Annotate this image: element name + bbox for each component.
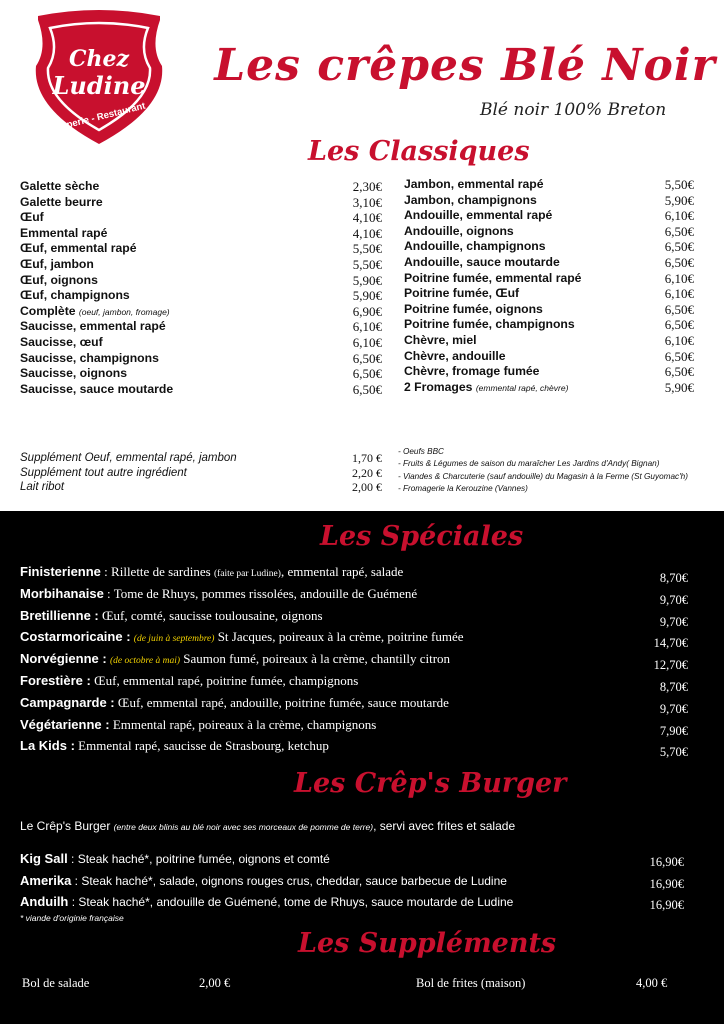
special-separator: : bbox=[100, 564, 112, 579]
menu-item-label bbox=[404, 193, 537, 209]
menu-item-label bbox=[404, 224, 514, 240]
menu-item-label bbox=[404, 239, 546, 255]
special-name: Morbihanaise bbox=[20, 585, 104, 601]
special-description-note: (faite par Ludine) bbox=[213, 569, 281, 579]
special-price: 14,70€ bbox=[653, 636, 688, 651]
speciales-title: Les Spéciales bbox=[320, 521, 524, 552]
sources-list bbox=[398, 446, 688, 495]
special-name: Norvégienne : bbox=[20, 651, 107, 667]
logo bbox=[24, 8, 174, 148]
menu-item-name: Jambon, champignons bbox=[404, 192, 537, 207]
burger-intro-start: Le Crêp's Burger bbox=[20, 819, 114, 833]
menu-item-label bbox=[20, 273, 98, 289]
menu-item bbox=[404, 302, 694, 318]
supplement-name: Lait ribot bbox=[20, 481, 65, 493]
menu-item-price: 6,50€ bbox=[664, 254, 694, 270]
special-item bbox=[20, 650, 688, 672]
menu-item-price: 2,30€ bbox=[352, 179, 382, 194]
menu-item-name: Saucisse, œuf bbox=[20, 334, 103, 349]
menu-item bbox=[404, 239, 694, 255]
menu-item bbox=[20, 273, 382, 289]
menu-item bbox=[404, 271, 694, 287]
page-title: Les crêpes Blé Noir bbox=[214, 40, 716, 91]
classiques-left-column bbox=[20, 179, 382, 397]
menu-item bbox=[20, 366, 382, 382]
menu-item bbox=[404, 255, 694, 271]
menu-item-label bbox=[20, 210, 44, 226]
special-name: Finisterienne bbox=[20, 564, 101, 579]
menu-item-label bbox=[20, 195, 103, 211]
menu-item-price: 6,50€ bbox=[664, 348, 694, 364]
special-price: 9,70€ bbox=[659, 701, 688, 716]
menu-item-price: 5,90€ bbox=[664, 192, 694, 208]
menu-item-price: 6,10€ bbox=[664, 270, 694, 286]
menu-item bbox=[20, 382, 382, 398]
fries-bowl-price: 4,00 € bbox=[636, 976, 668, 990]
special-season: (de octobre à mai) bbox=[109, 656, 181, 667]
source-item: - Fromagerie la Kerouzine (Vannes) bbox=[398, 483, 528, 493]
menu-item bbox=[20, 304, 382, 320]
menu-item bbox=[404, 208, 694, 224]
menu-item-name: Poitrine fumée, emmental rapé bbox=[404, 270, 582, 285]
special-name: Bretillienne : bbox=[20, 607, 99, 623]
menu-item-price: 6,50€ bbox=[664, 239, 694, 255]
menu-item-label bbox=[404, 286, 519, 302]
menu-item-price: 6,10€ bbox=[664, 286, 694, 302]
burger-list bbox=[20, 851, 684, 916]
burger-item bbox=[20, 851, 684, 873]
burger-name: Anduilh bbox=[20, 894, 69, 909]
menu-item-label bbox=[20, 382, 173, 398]
special-price: 8,70€ bbox=[659, 679, 688, 694]
menu-item-price: 5,50€ bbox=[352, 256, 382, 272]
menu-item-label bbox=[20, 335, 103, 351]
menu-item-price: 6,50€ bbox=[352, 366, 382, 382]
supplement-item bbox=[20, 480, 382, 495]
menu-item-name: Jambon, emmental rapé bbox=[404, 177, 544, 191]
special-description: Rillette de sardines bbox=[111, 564, 214, 579]
special-name: La Kids : bbox=[20, 738, 75, 754]
menu-item bbox=[20, 335, 382, 351]
special-item bbox=[20, 563, 688, 585]
menu-item-label bbox=[404, 208, 552, 224]
special-name: Costarmoricaine : bbox=[20, 629, 131, 645]
menu-item-label bbox=[20, 226, 107, 242]
menu-item-price: 4,10€ bbox=[352, 225, 382, 241]
special-item bbox=[20, 672, 688, 694]
burger-name: Amerika bbox=[20, 872, 72, 888]
special-price: 9,70€ bbox=[659, 614, 688, 629]
salad-bowl-price: 2,00 € bbox=[199, 976, 231, 990]
special-name: Végétarienne : bbox=[20, 716, 110, 732]
special-price: 9,70€ bbox=[659, 592, 688, 607]
menu-item-name: 2 Fromages bbox=[404, 379, 473, 394]
menu-item-price: 5,90€ bbox=[352, 288, 382, 304]
special-name: Campagnarde : bbox=[20, 694, 115, 710]
menu-item-name: Galette beurre bbox=[20, 194, 103, 209]
classiques-title: Les Classiques bbox=[308, 136, 530, 167]
menu-item-name: Saucisse, emmental rapé bbox=[20, 319, 166, 334]
menu-item-label bbox=[404, 317, 575, 333]
menu-item-name: Andouille, champignons bbox=[404, 239, 546, 254]
menu-item bbox=[20, 195, 382, 211]
menu-item-label bbox=[404, 271, 581, 287]
menu-item-name: Andouille, oignons bbox=[404, 223, 514, 238]
logo-line2: Ludine bbox=[52, 71, 146, 100]
menu-item-name: Œuf, champignons bbox=[20, 288, 130, 303]
menu-item-label bbox=[20, 319, 166, 335]
menu-item-label bbox=[404, 333, 476, 349]
speciales-list bbox=[20, 563, 688, 759]
special-season: (de juin à septembre) bbox=[133, 634, 215, 645]
supplement-price: 2,20 € bbox=[352, 465, 382, 480]
menu-item-name: Œuf, jambon bbox=[20, 256, 94, 271]
supplement-name: Supplément Oeuf, emmental rapé, jambon bbox=[20, 452, 237, 464]
special-name: Forestière : bbox=[20, 672, 91, 688]
menu-item-name: Œuf, oignons bbox=[20, 272, 98, 287]
menu-item-name: Chèvre, andouille bbox=[404, 348, 506, 363]
classiques-right-column bbox=[404, 177, 694, 395]
menu-item-label bbox=[404, 302, 543, 318]
menu-item-price: 6,10€ bbox=[352, 319, 382, 335]
supplement-item bbox=[20, 466, 382, 481]
menu-item-price: 6,50€ bbox=[352, 350, 382, 366]
burger-intro bbox=[20, 819, 515, 833]
menu-item-name: Œuf, emmental rapé bbox=[20, 241, 137, 256]
burger-description: : Steak haché*, salade, oignons rouges crus, cheddar, sauce barbecue de Ludine bbox=[71, 873, 507, 888]
burger-intro-end: , servi avec frites et salade bbox=[373, 819, 516, 833]
special-item bbox=[20, 694, 688, 716]
special-description-end: , emmental rapé, salade bbox=[280, 564, 404, 579]
menu-item-name: Saucisse, oignons bbox=[20, 366, 128, 381]
menu-item-label bbox=[20, 304, 170, 320]
menu-item-label bbox=[404, 255, 560, 271]
menu-item-price: 6,50€ bbox=[664, 317, 694, 333]
menu-item-name: Poitrine fumée, oignons bbox=[404, 301, 543, 316]
menu-item-label bbox=[20, 288, 130, 304]
burger-name: Kig Sall bbox=[20, 851, 68, 866]
menu-item-name: Œuf bbox=[20, 210, 44, 225]
special-item bbox=[20, 607, 688, 629]
menu-item-label bbox=[20, 179, 99, 195]
menu-item-label bbox=[20, 257, 94, 273]
logo-tagline: Crêperie - Restaurant bbox=[50, 100, 147, 135]
menu-item bbox=[20, 319, 382, 335]
menu-item bbox=[404, 333, 694, 349]
special-price: 7,90€ bbox=[659, 723, 688, 738]
page-subtitle: Blé noir 100% Breton bbox=[480, 100, 667, 120]
burger-description: : Steak haché*, andouille de Guémené, tome de Rhuys, sauce moutarde de Ludine bbox=[68, 895, 514, 909]
menu-item-name: Saucisse, champignons bbox=[20, 350, 159, 365]
supplements-title: Les Suppléments bbox=[298, 928, 557, 959]
menu-item bbox=[20, 241, 382, 257]
menu-item-label bbox=[20, 366, 127, 382]
menu-item-name: Poitrine fumée, Œuf bbox=[404, 286, 520, 301]
menu-item-price: 6,50€ bbox=[664, 223, 694, 239]
menu-item-name: Andouille, sauce moutarde bbox=[404, 254, 560, 269]
source-item: - Oeufs BBC bbox=[398, 447, 444, 456]
menu-item-note: (emmental rapé, chèvre) bbox=[475, 382, 569, 393]
burger-description: : Steak haché*, poitrine fumée, oignons et comté bbox=[67, 852, 330, 866]
menu-item-name: Andouille, emmental rapé bbox=[404, 208, 553, 223]
menu-item-price: 5,90€ bbox=[664, 379, 694, 395]
menu-item-price: 6,10€ bbox=[664, 332, 694, 348]
menu-item-price: 6,10€ bbox=[664, 208, 694, 224]
menu-item-price: 6,50€ bbox=[664, 364, 694, 380]
menu-item-label bbox=[404, 177, 544, 193]
menu-item-name: Chèvre, miel bbox=[404, 332, 477, 347]
special-price: 5,70€ bbox=[659, 745, 688, 760]
salad-bowl-label: Bol de salade bbox=[22, 976, 90, 990]
fries-bowl-label: Bol de frites (maison) bbox=[416, 976, 526, 990]
burger-intro-note: (entre deux blinis au blé noir avec ses morceaux de pomme de terre) bbox=[113, 822, 374, 832]
menu-item-name: Chèvre, fromage fumée bbox=[404, 364, 540, 379]
menu-item-price: 3,10€ bbox=[352, 194, 382, 210]
special-item bbox=[20, 737, 688, 759]
menu-item bbox=[404, 224, 694, 240]
source-item: - Fruits & Légumes de saison du maraîcher Les Jardins d'Andy( Bignan) bbox=[398, 459, 660, 469]
special-price: 8,70€ bbox=[659, 571, 688, 585]
logo-line1: Chez bbox=[69, 46, 129, 72]
menu-item-name: Poitrine fumée, champignons bbox=[404, 317, 575, 332]
special-description: Emmental rapé, saucisse de Strasbourg, ketchup bbox=[78, 738, 329, 754]
special-description: Œuf, comté, saucisse toulousaine, oignons bbox=[102, 607, 323, 623]
menu-item-label bbox=[404, 380, 568, 396]
source-item: - Viandes & Charcuterie (sauf andouille) du Magasin à la Ferme (St Guyomac'h) bbox=[398, 471, 688, 481]
supplement-name: Supplément tout autre ingrédient bbox=[20, 466, 187, 479]
menu-item bbox=[20, 288, 382, 304]
menu-item-price: 5,90€ bbox=[352, 272, 382, 288]
menu-item-price: 5,50€ bbox=[664, 177, 694, 192]
burger-footnote: * viande d'originie française bbox=[20, 913, 124, 923]
classic-supplements bbox=[20, 451, 382, 495]
menu-item bbox=[20, 351, 382, 367]
menu-item bbox=[20, 257, 382, 273]
special-description: Saumon fumé, poireaux à la crème, chantilly citron bbox=[180, 651, 451, 667]
special-separator: : bbox=[103, 585, 114, 601]
menu-item-label bbox=[404, 364, 539, 380]
special-description: Tome de Rhuys, pommes rissolées, andouille de Guémené bbox=[113, 585, 418, 601]
burger-price: 16,90€ bbox=[649, 898, 684, 912]
menu-item-name: Galette sèche bbox=[20, 179, 100, 193]
menu-item bbox=[404, 349, 694, 365]
burger-title: Les Crêp's Burger bbox=[294, 768, 567, 799]
special-description: Œuf, emmental rapé, poitrine fumée, champignons bbox=[94, 672, 359, 688]
menu-item-name: Complète bbox=[20, 303, 76, 318]
menu-item-price: 6,50€ bbox=[352, 381, 382, 397]
burger-price: 16,90€ bbox=[649, 855, 684, 869]
menu-item-note: (oeuf, jambon, fromage) bbox=[78, 306, 170, 317]
supplement-price: 1,70 € bbox=[352, 451, 382, 465]
menu-item-label bbox=[20, 241, 137, 257]
menu-item-price: 4,10€ bbox=[352, 210, 382, 226]
special-item bbox=[20, 628, 688, 650]
menu-item bbox=[404, 380, 694, 396]
special-description: St Jacques, poireaux à la crème, poitrine fumée bbox=[214, 629, 464, 645]
special-price: 12,70€ bbox=[653, 658, 688, 673]
menu-item bbox=[20, 226, 382, 242]
menu-item bbox=[404, 177, 694, 193]
menu-item bbox=[20, 179, 382, 195]
menu-item-price: 6,50€ bbox=[664, 301, 694, 317]
menu-item-price: 5,50€ bbox=[352, 241, 382, 257]
special-description: Emmental rapé, poireaux à la crème, champignons bbox=[112, 716, 377, 732]
special-description: Œuf, emmental rapé, andouille, poitrine fumée, sauce moutarde bbox=[117, 694, 449, 710]
menu-item bbox=[20, 210, 382, 226]
menu-item bbox=[404, 364, 694, 380]
menu-item-label bbox=[404, 349, 506, 365]
supplement-price: 2,00 € bbox=[352, 480, 382, 494]
supplement-item bbox=[20, 451, 382, 466]
menu-item bbox=[404, 317, 694, 333]
menu-item-name: Emmental rapé bbox=[20, 225, 108, 240]
menu-item-label bbox=[20, 351, 159, 367]
special-item bbox=[20, 716, 688, 738]
special-item bbox=[20, 585, 688, 607]
menu-item-price: 6,90€ bbox=[352, 303, 382, 319]
menu-item-price: 6,10€ bbox=[352, 334, 382, 350]
menu-item-name: Saucisse, sauce moutarde bbox=[20, 381, 174, 396]
menu-item bbox=[404, 193, 694, 209]
burger-item bbox=[20, 873, 684, 895]
menu-item bbox=[404, 286, 694, 302]
burger-price: 16,90€ bbox=[649, 876, 684, 891]
